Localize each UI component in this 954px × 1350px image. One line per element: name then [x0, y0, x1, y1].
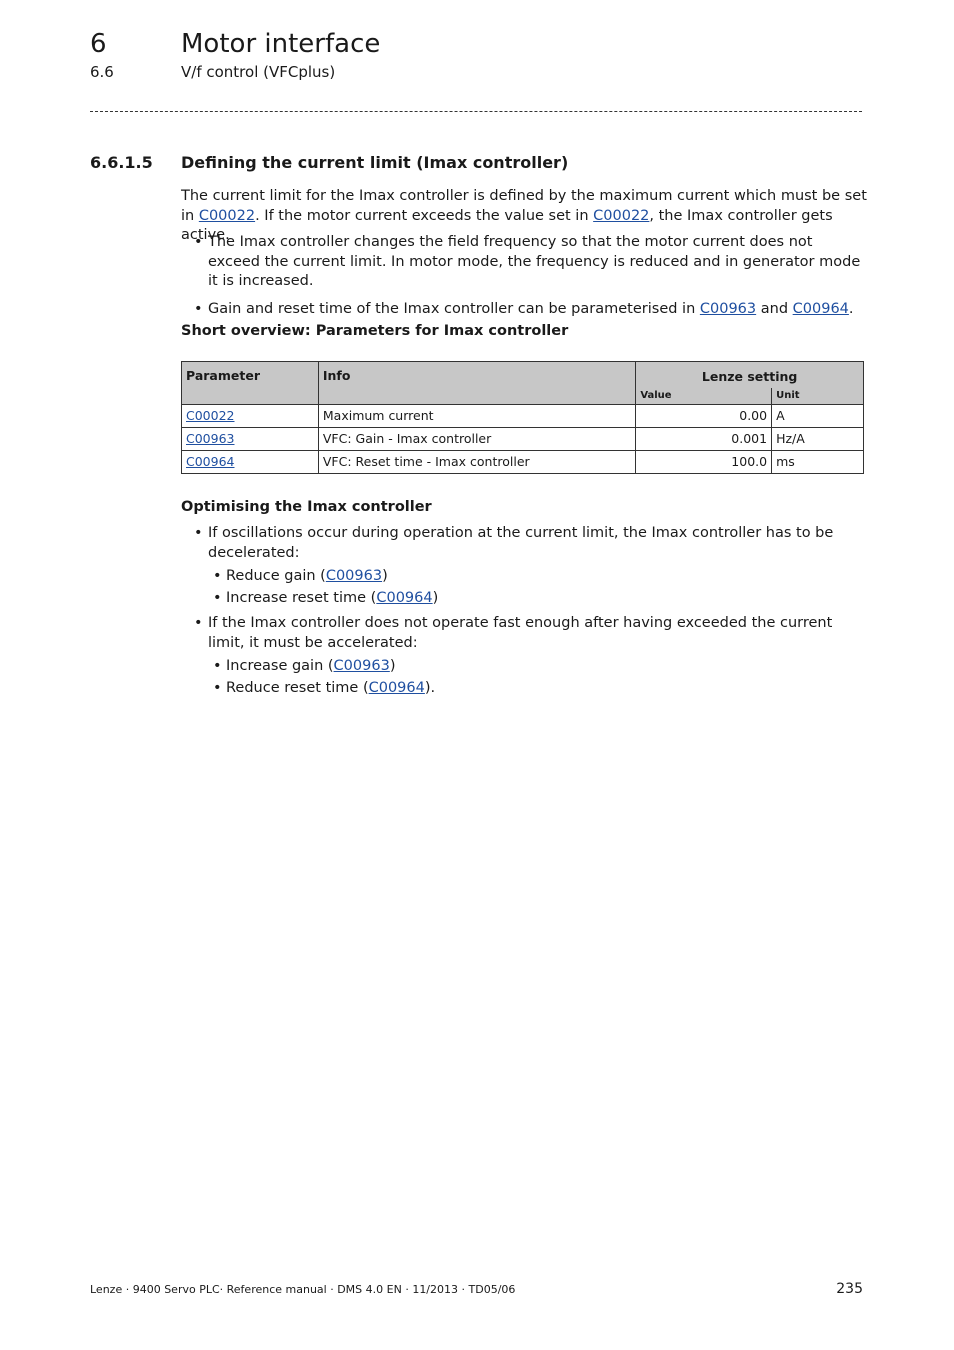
unit-cell: Hz/A [772, 428, 864, 451]
sub-item-text: Reduce gain ( [226, 568, 326, 584]
link-c00964[interactable]: C00964 [186, 454, 235, 469]
list-item [181, 614, 867, 699]
table-row [182, 428, 864, 451]
unit-cell: ms [772, 451, 864, 474]
sub-item-text: ) [382, 568, 388, 584]
value-cell: 0.001 [636, 428, 772, 451]
bullet-text: Gain and reset time of the Imax controller can be parameterised in [208, 300, 700, 317]
table-row [182, 405, 864, 428]
parameter-table [181, 361, 864, 474]
chapter-number: 6 [90, 29, 107, 59]
unit-cell: A [772, 405, 864, 428]
table-row [182, 451, 864, 474]
header-divider [90, 111, 862, 112]
intro-bullet-list [181, 233, 867, 319]
intro-text-2: . If the motor current exceeds the value set in [255, 207, 594, 224]
bullet-text: If the Imax controller does not operate fast enough after having exceeded the current limit, it must be accelerated: [208, 615, 833, 651]
value-cell: 0.00 [636, 405, 772, 428]
sub-list [208, 655, 867, 699]
optimising-list [181, 524, 867, 699]
col-lenze-header: Lenze setting [636, 362, 864, 389]
footer-text: Lenze · 9400 Servo PLC· Reference manual · DMS 4.0 EN · 11/2013 · TD05/06 [90, 1283, 516, 1296]
col-value-header: Value [636, 388, 772, 405]
info-cell: Maximum current [318, 405, 635, 428]
info-cell: VFC: Reset time - Imax controller [318, 451, 635, 474]
optimising-heading: Optimising the Imax controller [181, 499, 432, 515]
sub-list-item [208, 655, 867, 677]
sub-item-text: ) [432, 590, 439, 606]
col-info-header: Info [318, 362, 635, 405]
col-unit-header: Unit [772, 388, 864, 405]
link-c00963[interactable]: C00963 [186, 431, 235, 446]
link-c00963[interactable]: C00963 [325, 568, 383, 584]
subsection-title: Defining the current limit (Imax controller) [181, 153, 569, 172]
overview-heading: Short overview: Parameters for Imax controller [181, 323, 569, 339]
param-cell [182, 405, 319, 428]
intro-text-3: , the Imax controller gets active. [181, 207, 833, 243]
sub-item-text: Increase gain ( [226, 658, 334, 674]
sub-list-item [208, 587, 867, 609]
param-cell [182, 451, 319, 474]
sub-item-text: Increase reset time ( [226, 590, 377, 606]
sub-item-text: Reduce reset time ( [226, 680, 369, 696]
intro-text-1: The current limit for the Imax controller is defined by the maximum current which must be set in [181, 188, 867, 224]
section-title: V/f control (VFCplus) [181, 63, 336, 81]
sub-list-item [208, 565, 867, 587]
param-cell [182, 428, 319, 451]
link-c00022[interactable]: C00022 [593, 207, 650, 224]
sub-item-text: ). [424, 680, 436, 696]
value-cell: 100.0 [636, 451, 772, 474]
subsection-number: 6.6.1.5 [90, 153, 153, 172]
chapter-title: Motor interface [181, 29, 381, 59]
page-number: 235 [836, 1281, 863, 1297]
list-item [181, 233, 867, 292]
link-c00964[interactable]: C00964 [792, 300, 849, 317]
link-c00964[interactable]: C00964 [368, 680, 425, 696]
col-parameter-header: Parameter [182, 362, 319, 405]
link-c00022[interactable]: C00022 [198, 207, 256, 224]
table-header-row [182, 362, 864, 389]
sub-list-item [208, 677, 867, 699]
link-c00022[interactable]: C00022 [186, 408, 235, 423]
bullet-text: The Imax controller changes the field frequency so that the motor current does not exceed the current limit. In motor mode, the frequency is reduced and in generator mode it is increased. [208, 234, 861, 289]
list-item [181, 300, 867, 320]
sub-list [208, 565, 867, 609]
link-c00963[interactable]: C00963 [699, 300, 757, 317]
list-item [181, 524, 867, 609]
sub-item-text: ) [389, 658, 396, 674]
link-c00964[interactable]: C00964 [376, 590, 433, 606]
bullet-text: If oscillations occur during operation at the current limit, the Imax controller has to be decelerated: [208, 525, 834, 561]
bullet-text: . [848, 300, 854, 317]
info-cell: VFC: Gain - Imax controller [318, 428, 635, 451]
link-c00963[interactable]: C00963 [333, 658, 390, 674]
section-number: 6.6 [90, 63, 114, 81]
bullet-text: and [756, 300, 793, 317]
